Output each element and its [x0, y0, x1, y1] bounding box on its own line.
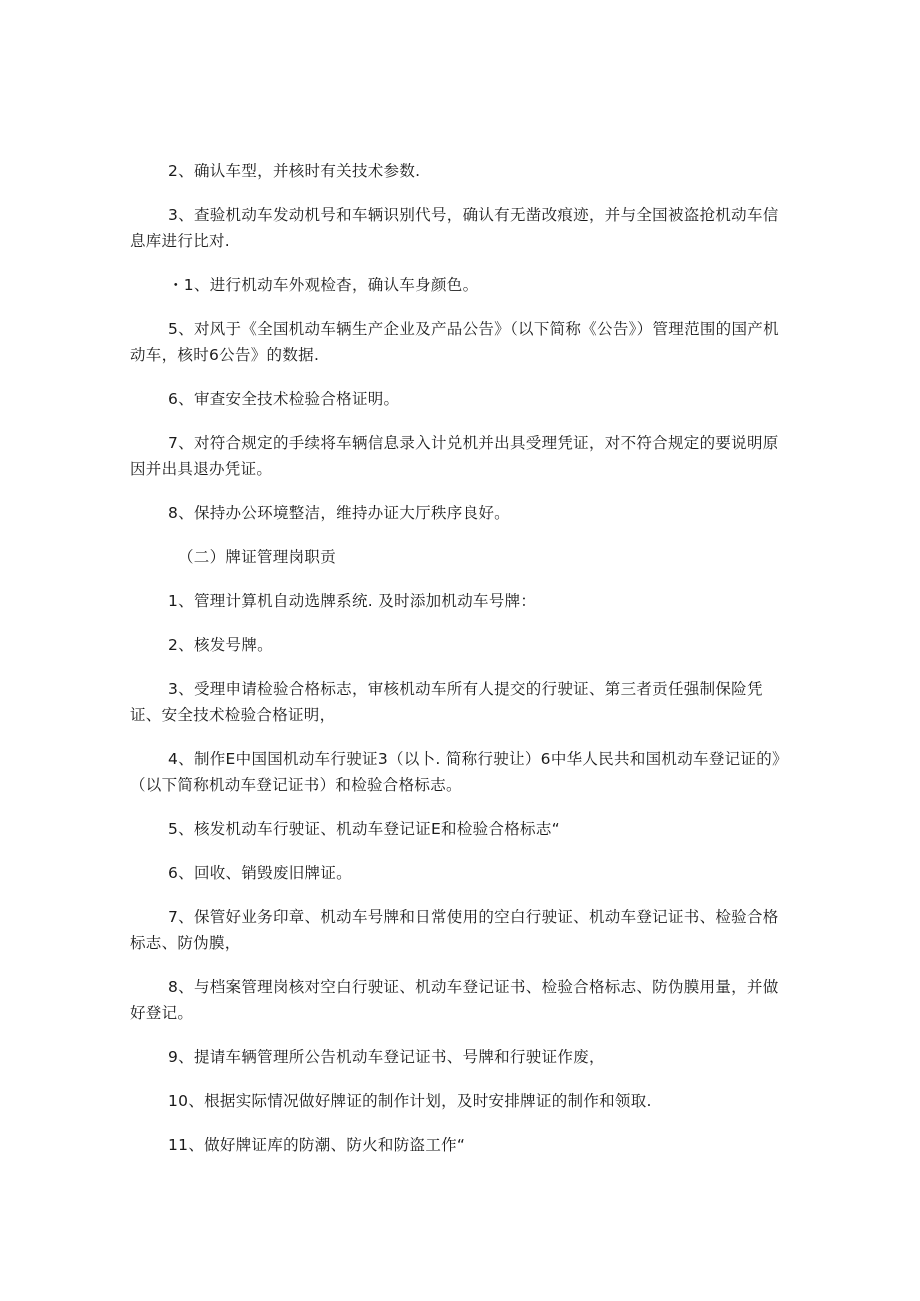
paragraph-keep-seals: 7、保管好业务印章、机动车号牌和日常使用的空白行驶证、机动车登记证书、检验合格标志、防伪膜， [130, 908, 779, 952]
paragraph-announce-void: 9、提请车辆管理所公告机动车登记证书、号牌和行驶证作废， [168, 1048, 605, 1066]
paragraph-office-environment: 8、保持办公环境整洁，维持办证大厅秩序良好。 [168, 504, 510, 522]
paragraph-issue-plates: 2、核发号牌。 [168, 636, 273, 654]
paragraph-storage-safety: 11、做好牌证库的防潮、防火和防盗工作“ [168, 1136, 466, 1154]
paragraph-announcement-check: 5、对风于《全国机动车辆生产企业及产品公告》（以下简称《公告》）管理范围的国产机动车，核时6公告》的数据. [130, 320, 779, 364]
paragraph-check-engine-vin: 3、查验机动车发动机号和车辆识别代号，确认有无凿改痕迹，并与全国被盗抢机动车信息库进行比对. [130, 206, 779, 250]
paragraph-make-licenses: 4、制作E中国国机动车行驶证3（以卜. 简称行驶让）6中华人民共和国机动车登记证的》（以下简称机动车登记证书）和检验合格标志。 [130, 750, 788, 794]
paragraph-accept-inspection-mark: 3、受理申请检验合格标志，审核机动车所有人提交的行驶证、第三者贡任强制保险凭证、安全技术检验合格证明， [130, 680, 763, 724]
paragraph-enter-vehicle-info: 7、对符合规定的手续将车辆信息录入计兑机并出具受理凭证，对不符合规定的要说明原因并出具退办凭证。 [130, 434, 779, 478]
section-heading-plate-management: （二）牌证管理岗职贡 [178, 548, 337, 566]
paragraph-verify-with-archives: 8、与档案管理岗核对空白行驶证、机动车登记证书、检验合格标志、防伪膜用量，并做好登记。 [130, 978, 779, 1022]
paragraph-safety-certificate: 6、审查安全技术检验合格证明。 [168, 390, 400, 408]
paragraph-recycle-plates: 6、回收、销毁废旧牌证。 [168, 864, 352, 882]
paragraph-confirm-vehicle-type: 2、确认车型，并核时有关技术参数. [168, 162, 421, 180]
paragraph-production-plan: 10、根据实际情况做好牌证的制作计划，及时安排牌证的制作和领取. [168, 1092, 652, 1110]
paragraph-exterior-inspection: ・1、进行机动车外观检杳，确认车身颜色。 [168, 276, 479, 294]
paragraph-issue-licenses: 5、核发机动车行驶证、机动车登记证E和检验合格标志“ [168, 820, 560, 838]
paragraph-plate-selection-system: 1、管理计算机自动选牌系统. 及时添加机动车号牌： [168, 592, 537, 610]
document-body [130, 158, 790, 1176]
